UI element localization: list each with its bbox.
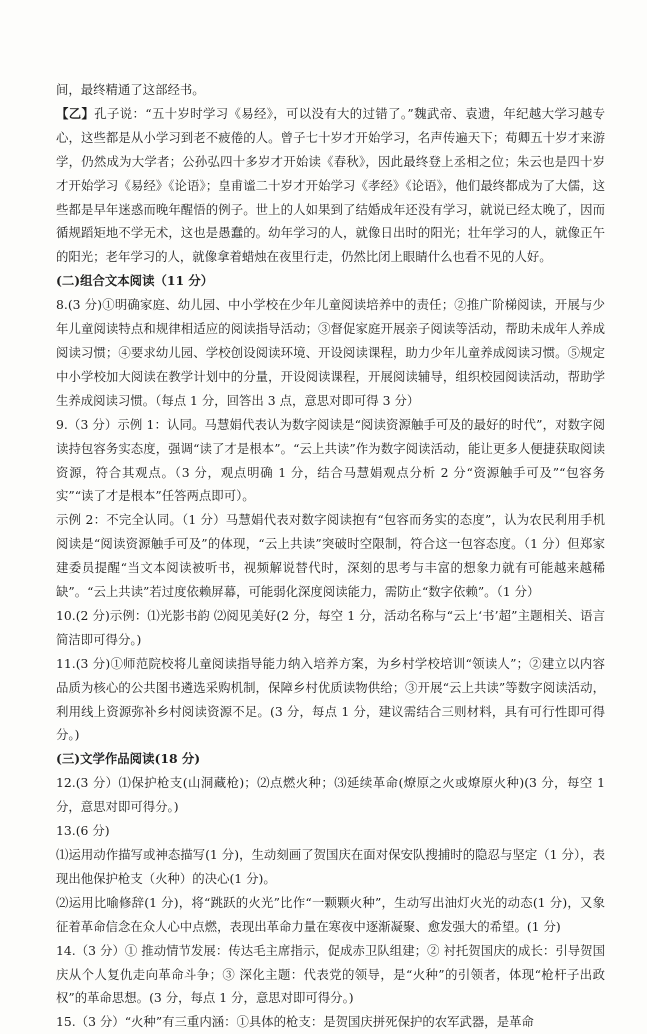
document-body (56, 78, 605, 1034)
paragraph (56, 939, 605, 1011)
paragraph-text: 8.(3 分)①明确家庭、幼儿园、中小学校在少年儿童阅读培养中的责任；②推广阶梯阅读，开展与少年儿童阅读特点和规律相适应的阅读指导活动；③督促家庭开展亲子阅读等活动，帮助未成年人养成阅读习惯；④要求幼儿园、学校创设阅读环境、开设阅读课程，助力少年儿童养成阅读习惯。⑤规定中小学校加大阅读在教学计划中的分量，开设阅读课程，开展阅读辅导，组织校园阅读活动，帮助学生养成阅读习惯。（每点 1 分，回答出 3 点，意思对即可得 3 分） (56, 297, 605, 408)
paragraph (56, 413, 605, 509)
paragraph-text: ⑵运用比喻修辞(1 分)，将“跳跃的火光”比作“一颗颗火种”，生动写出油灯火光的动态(1 分)，又象征着革命信念在众人心中点燃，表现出革命力量在寒夜中逐渐凝聚、愈发强大的希望。(1 分) (56, 894, 605, 934)
paragraph-text: 14.（3 分）① 推动情节发展：传达毛主席指示，促成赤卫队组建；② 衬托贺国庆的成长：引导贺国庆从个人复仇走向革命斗争；③ 深化主题：代表党的领导，是“火种”的引领者，体现“枪杆子出政权”的革命思想。(3 分，每点 1 分，意思对即可得分。) (56, 942, 605, 1006)
section-heading (56, 747, 605, 771)
paragraph (56, 102, 605, 269)
paragraph-text: 9.（3 分）示例 1：认同。马慧娟代表认为数字阅读是“阅读资源触手可及的最好的时代”，对数字阅读持包容务实态度，强调“读了才是根本”。“云上共读”作为数字阅读活动，能让更多人便捷获取阅读资源，符合其观点。（3 分，观点明确 1 分，结合马慧娟观点分析 2 分“资源触手可及”“包容务实”“读了才是根本”任答两点即可）。 (56, 416, 605, 504)
paragraph-text: (二)组合文本阅读（11 分） (56, 273, 214, 289)
paragraph (56, 843, 605, 891)
paragraph-text: 11.(3 分)①师范院校将儿童阅读指导能力纳入培养方案，为乡村学校培训“领读人”；②建立以内容品质为核心的公共图书遴选采购机制，保障乡村优质读物供给；③开展“云上共读”等数字阅读活动，利用线上资源弥补乡村阅读资源不足。(3 分，每点 1 分，建议需结合三则材料，具有可行性即可得分。) (56, 655, 605, 743)
paragraph (56, 652, 605, 748)
paragraph-lead: 【乙】 (56, 105, 95, 121)
paragraph (56, 78, 605, 102)
paragraph (56, 819, 605, 843)
paragraph (56, 604, 605, 652)
paragraph (56, 293, 605, 413)
paragraph-text: (三)文学作品阅读(18 分) (56, 751, 201, 767)
section-heading (56, 269, 605, 293)
paragraph (56, 1010, 605, 1034)
paragraph-text: 间，最终精通了这部经书。 (56, 82, 205, 97)
paragraph (56, 508, 605, 604)
paragraph-text: 13.(6 分) (56, 823, 110, 839)
paragraph-text: 示例 2：不完全认同。（1 分）马慧娟代表对数字阅读抱有“包容而务实的态度”，认为农民利用手机阅读是“阅读资源触手可及”的体现，“云上共读”突破时空限制，符合这一包容态度。（1 分）但郑家建委员提醒“当文本阅读被听书，视频解说替代时，深刻的思考与丰富的想象力就有可能越来越稀缺”。“云上共读”若过度依赖屏幕，可能弱化深度阅读能力，需防止“数字依赖”。（1 分） (56, 512, 605, 600)
paragraph-text: ⑴运用动作描写或神态描写(1 分)，生动刻画了贺国庆在面对保安队搜捕时的隐忍与坚定（1 分），表现出他保护枪支（火种）的决心(1 分)。 (56, 847, 605, 886)
paragraph-text: 孔子说：“五十岁时学习《易经》，可以没有大的过错了。”魏武帝、袁遗，年纪越大学习越专心，这些都是从小学习到老不疲倦的人。曾子七十岁才开始学习，名声传遍天下；荀卿五十岁才来游学，仍然成为大学者；公孙弘四十多岁才开始读《春秋》，因此最终登上丞相之位；朱云也是四十岁才开始学习《易经》《论语》；皇甫谧二十岁才开始学习《孝经》《论语》，他们最终都成为了大儒，这些都是早年迷惑而晚年醒悟的例子。世上的人如果到了结婚成年还没有学习，就说已经太晚了，因而循规蹈矩地不学无术，这也是愚蠢的。幼年学习的人，就像日出时的阳光；壮年学习的人，就像正午的阳光；老年学习的人，就像拿着蜡烛在夜里行走，仍然比闭上眼睛什么也看不见的人好。 (56, 105, 605, 265)
paragraph (56, 891, 605, 939)
paragraph (56, 771, 605, 819)
paragraph-text: 15.（3 分）“火种”有三重内涵：①具体的枪支：是贺国庆拼死保护的农军武器，是革命 (56, 1014, 534, 1030)
paragraph-text: 10.(2 分)示例：⑴光影书韵 ⑵阅见美好(2 分，每空 1 分，活动名称与“云上‘书’超”主题相关、语言简洁即可得分。) (56, 607, 605, 647)
paragraph-text: 12.(3 分）⑴保护枪支(山洞藏枪)；⑵点燃火种；⑶延续革命(燎原之火或燎原火种)(3 分，每空 1 分，意思对即可得分。) (56, 775, 605, 815)
